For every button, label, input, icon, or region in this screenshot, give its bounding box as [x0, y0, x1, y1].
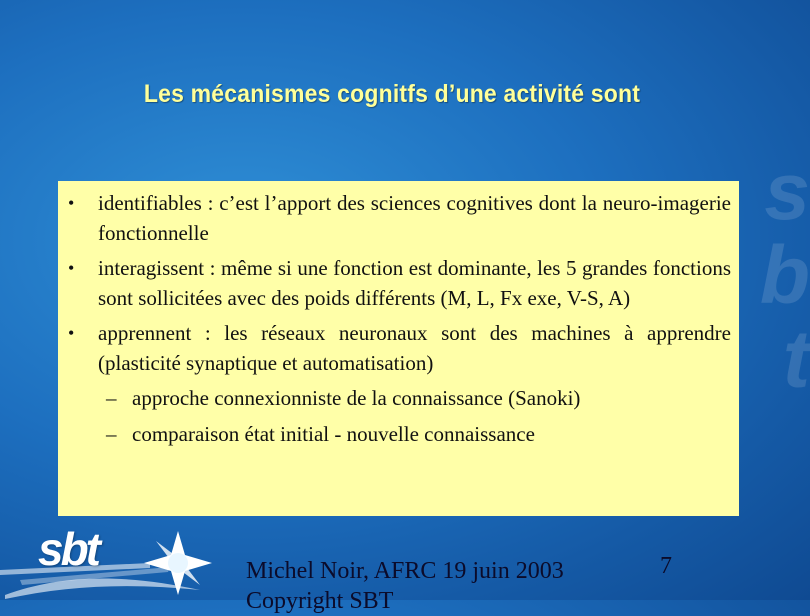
watermark-letters [730, 146, 810, 405]
subbullet-text: approche connexionniste de la connaissance (Sanoki) [132, 386, 581, 410]
dash-icon: – [106, 422, 117, 446]
bullet-icon: • [68, 323, 75, 343]
logo-text: sbt [38, 523, 98, 575]
footer-line: Copyright SBT [246, 588, 394, 614]
bullet-text: apprennent : les réseaux neuronaux sont des machines à apprendre (plasticité synaptique et automatisation) [98, 321, 731, 375]
slide-title: Les mécanismes cognitfs d’une activité sont [143, 80, 641, 108]
footer [246, 556, 564, 616]
bullet-item [68, 188, 731, 248]
subbullet-item [68, 383, 731, 413]
watermark-letter: b [759, 230, 810, 321]
bullet-icon: • [68, 193, 75, 213]
subbullet-text: comparaison état initial - nouvelle connaissance [132, 422, 535, 446]
subbullet-item [68, 419, 731, 449]
footer-line: Michel Noir, AFRC 19 juin 2003 [246, 558, 564, 584]
watermark-letter: s [764, 146, 810, 237]
bullet-icon: • [68, 258, 75, 278]
page-number: 7 [660, 553, 672, 579]
bullet-item [68, 253, 731, 313]
bullet-text: interagissent : même si une fonction est dominante, les 5 grandes fonctions sont sollicitées avec des poids différents (M, L, Fx exe, V-S, A) [98, 256, 731, 310]
watermark-letter: t [782, 314, 810, 405]
dash-icon: – [106, 386, 117, 410]
sbt-logo-icon [0, 515, 240, 600]
bullet-item [68, 318, 731, 378]
bullet-text: identifiables : c’est l’apport des sciences cognitives dont la neuro-imagerie fonctionnelle [98, 191, 731, 245]
content-box [58, 181, 739, 516]
